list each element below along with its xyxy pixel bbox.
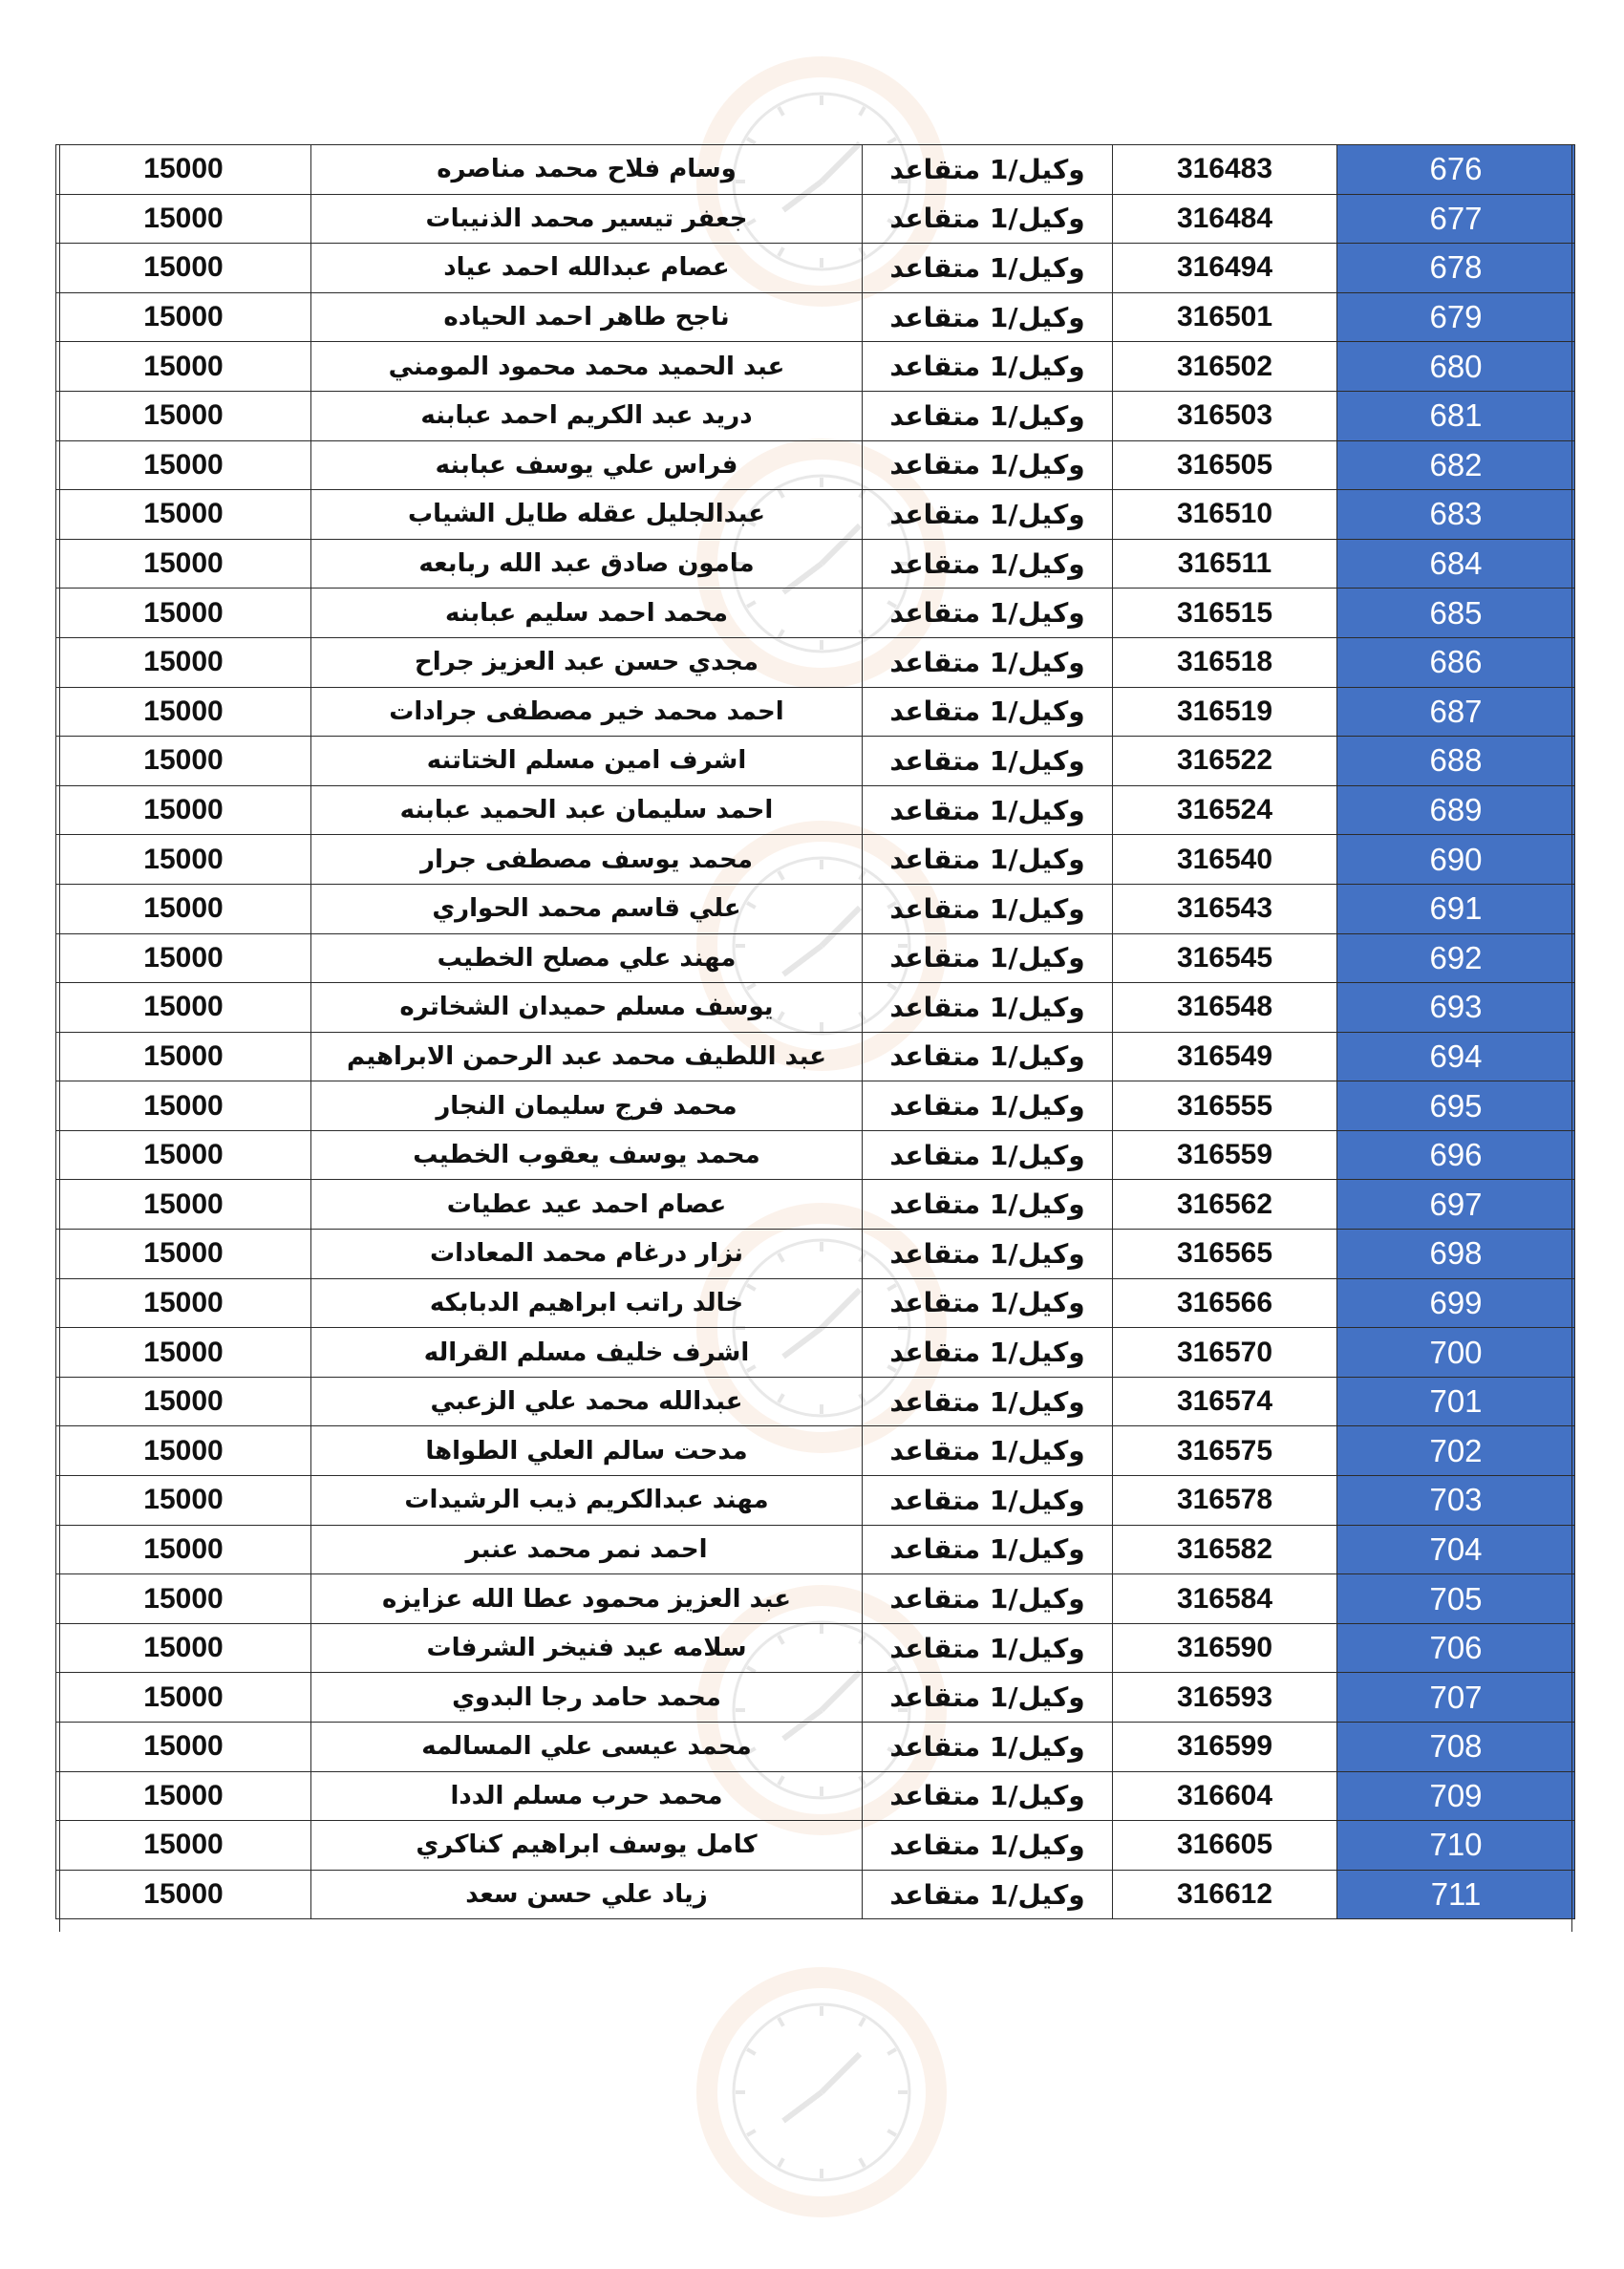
- type-cell: وكيل/1 متقاعد: [863, 1377, 1113, 1426]
- table-row: [56, 539, 1575, 589]
- serial-number-cell: 687: [1337, 687, 1575, 737]
- amount-cell: 15000: [56, 292, 311, 342]
- name-cell: محمد حرب مسلم الددا: [311, 1771, 863, 1821]
- id-cell: 316575: [1113, 1426, 1337, 1476]
- serial-number-cell: 692: [1337, 933, 1575, 983]
- table-row: [56, 194, 1575, 244]
- amount-cell: 15000: [56, 1426, 311, 1476]
- table-row: [56, 1821, 1575, 1871]
- table-row: [56, 490, 1575, 540]
- type-cell: وكيل/1 متقاعد: [863, 589, 1113, 638]
- type-cell: وكيل/1 متقاعد: [863, 145, 1113, 195]
- amount-cell: 15000: [56, 1032, 311, 1081]
- serial-number-cell: 683: [1337, 490, 1575, 540]
- amount-cell: 15000: [56, 1328, 311, 1378]
- serial-number-cell: 689: [1337, 785, 1575, 835]
- name-cell: سلامه عيد فنيخر الشرفات: [311, 1623, 863, 1673]
- type-cell: وكيل/1 متقاعد: [863, 884, 1113, 933]
- serial-number-cell: 700: [1337, 1328, 1575, 1378]
- serial-number-cell: 686: [1337, 637, 1575, 687]
- id-cell: 316519: [1113, 687, 1337, 737]
- table-row: [56, 1673, 1575, 1723]
- table-row: [56, 1230, 1575, 1279]
- serial-number-cell: 708: [1337, 1723, 1575, 1772]
- amount-cell: 15000: [56, 785, 311, 835]
- name-cell: عصام احمد عيد عطيات: [311, 1180, 863, 1230]
- serial-number-cell: 701: [1337, 1377, 1575, 1426]
- amount-cell: 15000: [56, 1870, 311, 1919]
- type-cell: وكيل/1 متقاعد: [863, 1723, 1113, 1772]
- type-cell: وكيل/1 متقاعد: [863, 1623, 1113, 1673]
- table-row: [56, 637, 1575, 687]
- name-cell: محمد عيسى علي المسالمه: [311, 1723, 863, 1772]
- serial-number-cell: 695: [1337, 1081, 1575, 1131]
- type-cell: وكيل/1 متقاعد: [863, 1278, 1113, 1328]
- id-cell: 316503: [1113, 391, 1337, 440]
- amount-cell: 15000: [56, 687, 311, 737]
- name-cell: عصام عبدالله احمد عياد: [311, 244, 863, 293]
- type-cell: وكيل/1 متقاعد: [863, 490, 1113, 540]
- type-cell: وكيل/1 متقاعد: [863, 835, 1113, 885]
- amount-cell: 15000: [56, 1574, 311, 1624]
- id-cell: 316590: [1113, 1623, 1337, 1673]
- id-cell: 316518: [1113, 637, 1337, 687]
- serial-number-cell: 688: [1337, 737, 1575, 786]
- table-row: [56, 1771, 1575, 1821]
- serial-number-cell: 705: [1337, 1574, 1575, 1624]
- type-cell: وكيل/1 متقاعد: [863, 1130, 1113, 1180]
- type-cell: وكيل/1 متقاعد: [863, 244, 1113, 293]
- table-row: [56, 1130, 1575, 1180]
- name-cell: مهند علي مصلح الخطيب: [311, 933, 863, 983]
- id-cell: 316612: [1113, 1870, 1337, 1919]
- name-cell: اشرف خليف مسلم القراله: [311, 1328, 863, 1378]
- amount-cell: 15000: [56, 1723, 311, 1772]
- id-cell: 316505: [1113, 440, 1337, 490]
- table-row: [56, 835, 1575, 885]
- name-cell: مهند عبدالكريم ذيب الرشيدات: [311, 1476, 863, 1526]
- amount-cell: 15000: [56, 244, 311, 293]
- type-cell: وكيل/1 متقاعد: [863, 1081, 1113, 1131]
- id-cell: 316582: [1113, 1525, 1337, 1574]
- name-cell: احمد نمر محمد عنبر: [311, 1525, 863, 1574]
- table-body: [56, 145, 1575, 1919]
- type-cell: وكيل/1 متقاعد: [863, 687, 1113, 737]
- serial-number-cell: 678: [1337, 244, 1575, 293]
- serial-number-cell: 703: [1337, 1476, 1575, 1526]
- table-row: [56, 884, 1575, 933]
- clock-logo-icon: [693, 1949, 951, 2264]
- name-cell: ناجح طاهر احمد الحياده: [311, 292, 863, 342]
- amount-cell: 15000: [56, 1230, 311, 1279]
- name-cell: محمد فرج سليمان النجار: [311, 1081, 863, 1131]
- amount-cell: 15000: [56, 835, 311, 885]
- name-cell: عبد الحميد محمد محمود المومني: [311, 342, 863, 392]
- serial-number-cell: 677: [1337, 194, 1575, 244]
- id-cell: 316555: [1113, 1081, 1337, 1131]
- name-cell: احمد سليمان عبد الحميد عبابنه: [311, 785, 863, 835]
- type-cell: وكيل/1 متقاعد: [863, 391, 1113, 440]
- name-cell: محمد يوسف يعقوب الخطيب: [311, 1130, 863, 1180]
- serial-number-cell: 682: [1337, 440, 1575, 490]
- id-cell: 316515: [1113, 589, 1337, 638]
- table-row: [56, 1426, 1575, 1476]
- id-cell: 316570: [1113, 1328, 1337, 1378]
- id-cell: 316501: [1113, 292, 1337, 342]
- payment-table: [55, 144, 1575, 1919]
- table-left-double-rule: [59, 144, 60, 1932]
- type-cell: وكيل/1 متقاعد: [863, 292, 1113, 342]
- serial-number-cell: 681: [1337, 391, 1575, 440]
- table-row: [56, 1870, 1575, 1919]
- serial-number-cell: 693: [1337, 983, 1575, 1033]
- name-cell: عبدالجليل عقله طايل الشياب: [311, 490, 863, 540]
- amount-cell: 15000: [56, 1525, 311, 1574]
- id-cell: 316559: [1113, 1130, 1337, 1180]
- name-cell: عبد اللطيف محمد عبد الرحمن الابراهيم: [311, 1032, 863, 1081]
- table-row: [56, 244, 1575, 293]
- type-cell: وكيل/1 متقاعد: [863, 1821, 1113, 1871]
- serial-number-cell: 696: [1337, 1130, 1575, 1180]
- type-cell: وكيل/1 متقاعد: [863, 1574, 1113, 1624]
- amount-cell: 15000: [56, 884, 311, 933]
- amount-cell: 15000: [56, 194, 311, 244]
- id-cell: 316584: [1113, 1574, 1337, 1624]
- table-row: [56, 1574, 1575, 1624]
- watermark-logo: [693, 1949, 951, 2264]
- name-cell: كامل يوسف ابراهيم كناكري: [311, 1821, 863, 1871]
- serial-number-cell: 684: [1337, 539, 1575, 589]
- amount-cell: 15000: [56, 737, 311, 786]
- id-cell: 316566: [1113, 1278, 1337, 1328]
- name-cell: يوسف مسلم حميدان الشخاتره: [311, 983, 863, 1033]
- amount-cell: 15000: [56, 391, 311, 440]
- serial-number-cell: 709: [1337, 1771, 1575, 1821]
- serial-number-cell: 680: [1337, 342, 1575, 392]
- type-cell: وكيل/1 متقاعد: [863, 785, 1113, 835]
- amount-cell: 15000: [56, 933, 311, 983]
- table-row: [56, 145, 1575, 195]
- type-cell: وكيل/1 متقاعد: [863, 933, 1113, 983]
- serial-number-cell: 676: [1337, 145, 1575, 195]
- id-cell: 316522: [1113, 737, 1337, 786]
- serial-number-cell: 691: [1337, 884, 1575, 933]
- table-row: [56, 933, 1575, 983]
- table-row: [56, 1328, 1575, 1378]
- amount-cell: 15000: [56, 342, 311, 392]
- name-cell: محمد يوسف مصطفى جرار: [311, 835, 863, 885]
- table-row: [56, 785, 1575, 835]
- amount-cell: 15000: [56, 1623, 311, 1673]
- name-cell: وسام فلاح محمد مناصره: [311, 145, 863, 195]
- type-cell: وكيل/1 متقاعد: [863, 1230, 1113, 1279]
- type-cell: وكيل/1 متقاعد: [863, 194, 1113, 244]
- serial-number-cell: 690: [1337, 835, 1575, 885]
- table-row: [56, 1525, 1575, 1574]
- table-row: [56, 687, 1575, 737]
- id-cell: 316510: [1113, 490, 1337, 540]
- name-cell: اشرف امين مسلم الختاتنه: [311, 737, 863, 786]
- name-cell: خالد راتب ابراهيم الدبابكه: [311, 1278, 863, 1328]
- name-cell: نزار درغام محمد المعادات: [311, 1230, 863, 1279]
- table-row: [56, 1180, 1575, 1230]
- name-cell: محمد احمد سليم عبابنه: [311, 589, 863, 638]
- serial-number-cell: 679: [1337, 292, 1575, 342]
- id-cell: 316565: [1113, 1230, 1337, 1279]
- amount-cell: 15000: [56, 1673, 311, 1723]
- table-right-double-rule: [1571, 144, 1572, 1932]
- name-cell: علي قاسم محمد الحواري: [311, 884, 863, 933]
- table-row: [56, 391, 1575, 440]
- table-row: [56, 1723, 1575, 1772]
- name-cell: عبد العزيز محمود عطا الله عزايزه: [311, 1574, 863, 1624]
- table-row: [56, 1377, 1575, 1426]
- id-cell: 316545: [1113, 933, 1337, 983]
- table-row: [56, 1081, 1575, 1131]
- table-row: [56, 1623, 1575, 1673]
- amount-cell: 15000: [56, 1081, 311, 1131]
- type-cell: وكيل/1 متقاعد: [863, 737, 1113, 786]
- table-row: [56, 1476, 1575, 1526]
- amount-cell: 15000: [56, 1377, 311, 1426]
- table-row: [56, 589, 1575, 638]
- serial-number-cell: 702: [1337, 1426, 1575, 1476]
- amount-cell: 15000: [56, 637, 311, 687]
- type-cell: وكيل/1 متقاعد: [863, 1328, 1113, 1378]
- serial-number-cell: 699: [1337, 1278, 1575, 1328]
- type-cell: وكيل/1 متقاعد: [863, 1476, 1113, 1526]
- serial-number-cell: 710: [1337, 1821, 1575, 1871]
- type-cell: وكيل/1 متقاعد: [863, 1180, 1113, 1230]
- table-row: [56, 1032, 1575, 1081]
- amount-cell: 15000: [56, 589, 311, 638]
- table-row: [56, 440, 1575, 490]
- id-cell: 316548: [1113, 983, 1337, 1033]
- serial-number-cell: 694: [1337, 1032, 1575, 1081]
- id-cell: 316599: [1113, 1723, 1337, 1772]
- amount-cell: 15000: [56, 145, 311, 195]
- type-cell: وكيل/1 متقاعد: [863, 1673, 1113, 1723]
- id-cell: 316540: [1113, 835, 1337, 885]
- table-row: [56, 292, 1575, 342]
- name-cell: مدحت سالم العلي الطواها: [311, 1426, 863, 1476]
- name-cell: فراس علي يوسف عبابنه: [311, 440, 863, 490]
- id-cell: 316502: [1113, 342, 1337, 392]
- serial-number-cell: 711: [1337, 1870, 1575, 1919]
- type-cell: وكيل/1 متقاعد: [863, 1032, 1113, 1081]
- id-cell: 316562: [1113, 1180, 1337, 1230]
- table-row: [56, 1278, 1575, 1328]
- name-cell: مجدي حسن عبد العزيز جراح: [311, 637, 863, 687]
- amount-cell: 15000: [56, 1278, 311, 1328]
- id-cell: 316543: [1113, 884, 1337, 933]
- serial-number-cell: 698: [1337, 1230, 1575, 1279]
- id-cell: 316593: [1113, 1673, 1337, 1723]
- amount-cell: 15000: [56, 490, 311, 540]
- id-cell: 316484: [1113, 194, 1337, 244]
- type-cell: وكيل/1 متقاعد: [863, 1525, 1113, 1574]
- amount-cell: 15000: [56, 1476, 311, 1526]
- table-row: [56, 342, 1575, 392]
- amount-cell: 15000: [56, 1130, 311, 1180]
- name-cell: احمد محمد خير مصطفى جرادات: [311, 687, 863, 737]
- table-row: [56, 983, 1575, 1033]
- type-cell: وكيل/1 متقاعد: [863, 1870, 1113, 1919]
- table-row: [56, 737, 1575, 786]
- name-cell: دريد عبد الكريم احمد عبابنه: [311, 391, 863, 440]
- name-cell: عبدالله محمد علي الزعبي: [311, 1377, 863, 1426]
- id-cell: 316483: [1113, 145, 1337, 195]
- amount-cell: 15000: [56, 539, 311, 589]
- serial-number-cell: 704: [1337, 1525, 1575, 1574]
- serial-number-cell: 707: [1337, 1673, 1575, 1723]
- type-cell: وكيل/1 متقاعد: [863, 539, 1113, 589]
- type-cell: وكيل/1 متقاعد: [863, 440, 1113, 490]
- amount-cell: 15000: [56, 1821, 311, 1871]
- id-cell: 316605: [1113, 1821, 1337, 1871]
- name-cell: جعفر تيسير محمد الذنيبات: [311, 194, 863, 244]
- id-cell: 316574: [1113, 1377, 1337, 1426]
- name-cell: محمد حامد رجا البدوي: [311, 1673, 863, 1723]
- serial-number-cell: 685: [1337, 589, 1575, 638]
- type-cell: وكيل/1 متقاعد: [863, 983, 1113, 1033]
- type-cell: وكيل/1 متقاعد: [863, 1426, 1113, 1476]
- name-cell: زياد علي حسن سعد: [311, 1870, 863, 1919]
- amount-cell: 15000: [56, 1180, 311, 1230]
- type-cell: وكيل/1 متقاعد: [863, 637, 1113, 687]
- serial-number-cell: 697: [1337, 1180, 1575, 1230]
- type-cell: وكيل/1 متقاعد: [863, 342, 1113, 392]
- id-cell: 316511: [1113, 539, 1337, 589]
- type-cell: وكيل/1 متقاعد: [863, 1771, 1113, 1821]
- serial-number-cell: 706: [1337, 1623, 1575, 1673]
- id-cell: 316524: [1113, 785, 1337, 835]
- amount-cell: 15000: [56, 440, 311, 490]
- amount-cell: 15000: [56, 983, 311, 1033]
- id-cell: 316604: [1113, 1771, 1337, 1821]
- id-cell: 316578: [1113, 1476, 1337, 1526]
- id-cell: 316494: [1113, 244, 1337, 293]
- id-cell: 316549: [1113, 1032, 1337, 1081]
- name-cell: مامون صادق عبد الله ربابعه: [311, 539, 863, 589]
- amount-cell: 15000: [56, 1771, 311, 1821]
